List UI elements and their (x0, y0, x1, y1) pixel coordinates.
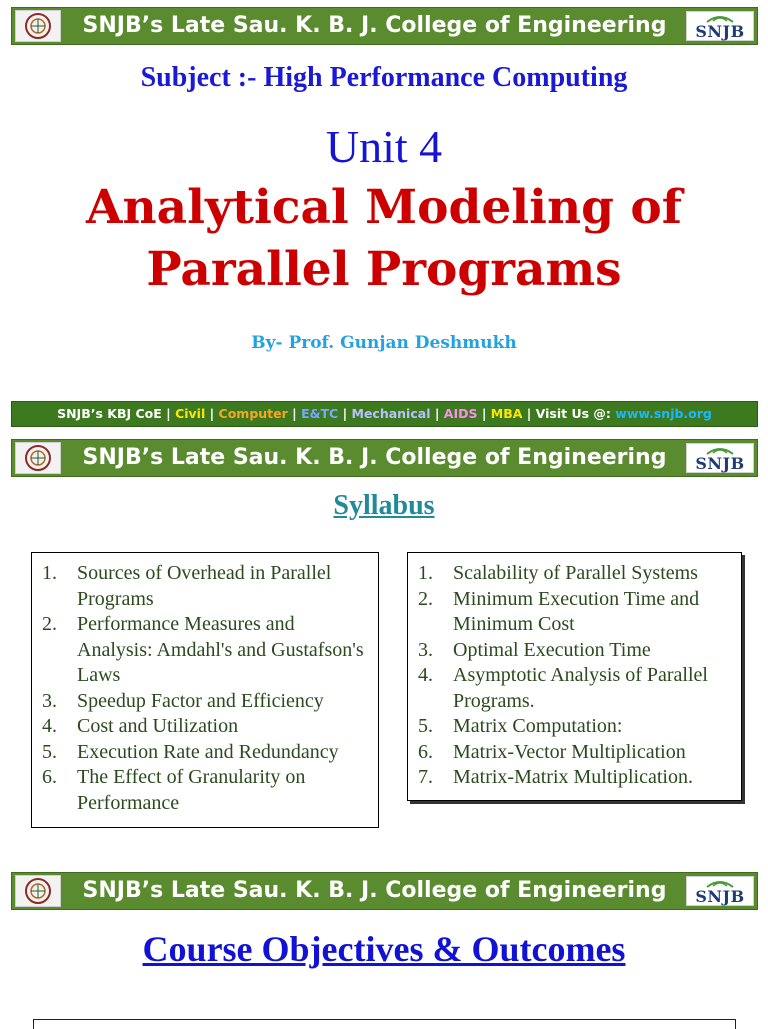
syllabus-item-number: 6. (418, 740, 433, 763)
syllabus-item-text: Execution Rate and Redundancy (77, 740, 339, 763)
footer-sep: | (205, 406, 219, 421)
syllabus-item-number: 5. (418, 715, 433, 737)
syllabus-item-number: 4. (418, 664, 433, 686)
author-byline: By- Prof. Gunjan Deshmukh (251, 333, 517, 353)
syllabus-item (42, 612, 368, 689)
college-banner (11, 439, 758, 477)
unit-title: Unit 4 (325, 121, 443, 172)
syllabus-right-list (407, 552, 742, 801)
syllabus-item (42, 714, 368, 740)
syllabus-item-number: 3. (418, 638, 433, 661)
department-footer (11, 401, 758, 427)
footer-sep: | (430, 406, 444, 421)
footer-mechanical: Mechanical (351, 406, 431, 421)
footer-mba: MBA (490, 406, 523, 421)
footer-website-link[interactable]: www.snjb.org (615, 406, 712, 421)
syllabus-item (42, 689, 368, 715)
footer-visit: | Visit Us @: (522, 406, 616, 421)
college-banner (11, 7, 758, 45)
snjb-logo-icon (686, 876, 754, 906)
syllabus-item (418, 638, 731, 664)
syllabus-item-number: 2. (42, 613, 57, 635)
syllabus-item (418, 714, 731, 740)
syllabus-item-number: 2. (418, 587, 433, 610)
snjb-logo-icon (686, 11, 754, 41)
syllabus-item-text: Scalability of Parallel Systems (453, 562, 698, 584)
syllabus-item (42, 765, 368, 816)
syllabus-left-list (31, 552, 379, 828)
headline-line-2: Parallel Programs (146, 242, 622, 297)
college-name: SNJB’s Late Sau. K. B. J. College of Engineering (82, 878, 667, 903)
syllabus-item (418, 561, 731, 587)
college-name: SNJB’s Late Sau. K. B. J. College of Engineering (82, 13, 667, 38)
footer-sep: | (338, 406, 352, 421)
syllabus-item-number: 3. (42, 689, 57, 712)
syllabus-item-number: 1. (418, 562, 433, 584)
snjb-logo-icon (686, 443, 754, 473)
footer-computer: Computer (218, 406, 288, 421)
syllabus-item-number: 1. (42, 562, 57, 584)
syllabus-item-text: Cost and Utilization (77, 715, 239, 737)
headline-line-1: Analytical Modeling of (86, 180, 682, 235)
syllabus-item-text: Asymptotic Analysis of Parallel Programs. (453, 664, 708, 712)
footer-sep: | (287, 406, 302, 421)
syllabus-item-number: 5. (42, 740, 57, 763)
snjb-logo-text: SNJB (695, 22, 745, 41)
syllabus-item (418, 587, 731, 638)
syllabus-item-text: Minimum Execution Time and Minimum Cost (453, 587, 700, 635)
syllabus-item-text: Performance Measures and Analysis: Amdahl's and Gustafson's Laws (77, 613, 364, 686)
footer-sep: | (477, 406, 491, 421)
snjb-logo-text: SNJB (695, 454, 745, 473)
subject-line: Subject :- High Performance Computing (140, 62, 628, 93)
course-objectives-heading: Course Objectives & Outcomes (142, 929, 626, 969)
footer-civil: Civil (175, 406, 206, 421)
footer-entc: E&TC (301, 406, 339, 421)
syllabus-item-number: 4. (42, 715, 57, 737)
college-emblem-icon (15, 10, 61, 42)
footer-aids: AIDS (443, 406, 478, 421)
syllabus-item-text: Sources of Overhead in Parallel Programs (77, 562, 332, 610)
syllabus-item-text: The Effect of Granularity on Performance (77, 766, 306, 814)
syllabus-item-text: Matrix-Matrix Multiplication. (453, 766, 693, 788)
syllabus-item-text: Speedup Factor and Efficiency (77, 689, 324, 712)
syllabus-heading: Syllabus (333, 490, 435, 521)
snjb-logo-text: SNJB (695, 887, 745, 906)
college-emblem-icon (15, 442, 61, 474)
syllabus-item-number: 7. (418, 766, 433, 788)
course-content-box (33, 1019, 736, 1029)
syllabus-item-text: Matrix Computation: (453, 715, 623, 737)
syllabus-item (42, 561, 368, 612)
syllabus-item (42, 740, 368, 766)
syllabus-item-text: Optimal Execution Time (453, 638, 651, 661)
syllabus-item-number: 6. (42, 766, 57, 788)
syllabus-item-text: Matrix-Vector Multiplication (453, 740, 686, 763)
syllabus-item (418, 765, 731, 791)
college-emblem-icon (15, 875, 61, 907)
syllabus-item (418, 740, 731, 766)
footer-prefix: SNJB’s KBJ CoE | (57, 406, 176, 421)
college-banner (11, 872, 758, 910)
college-name: SNJB’s Late Sau. K. B. J. College of Engineering (82, 445, 667, 470)
syllabus-item (418, 663, 731, 714)
